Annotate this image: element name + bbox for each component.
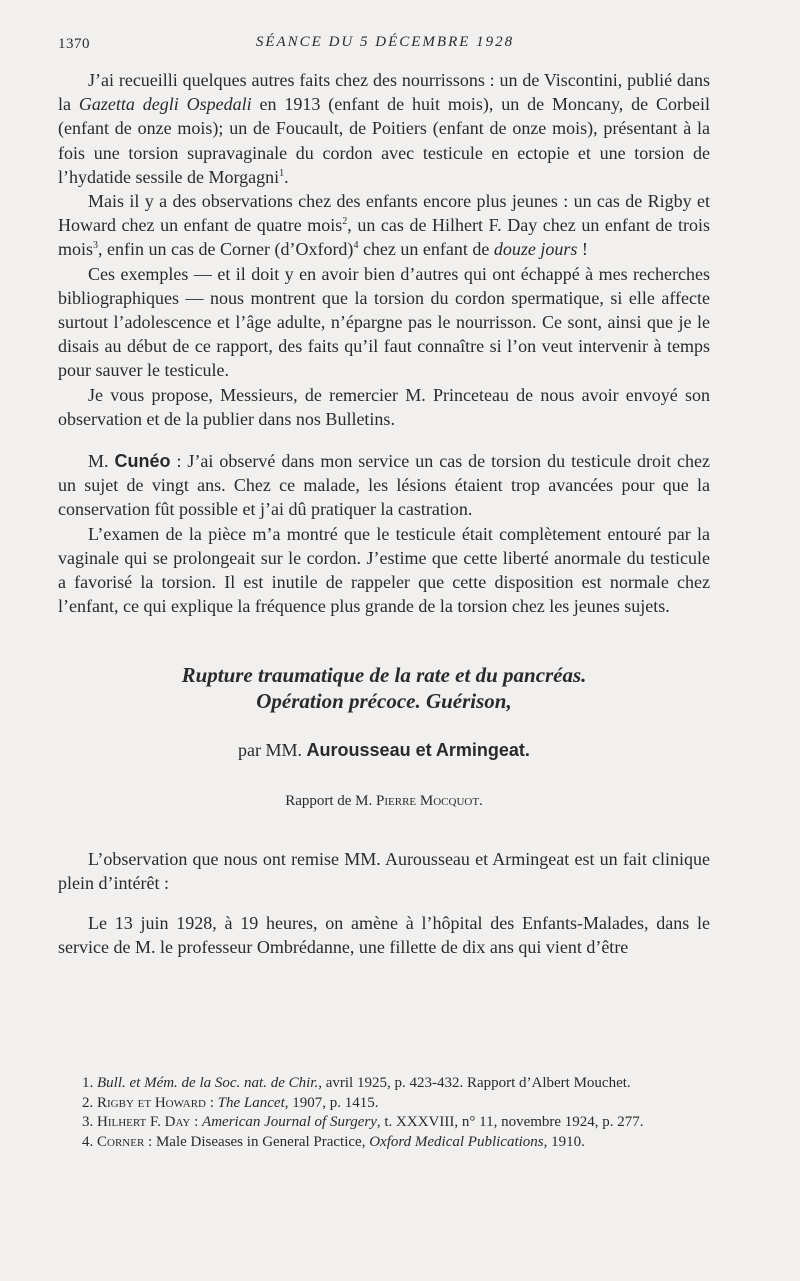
text-run: chez un enfant de (358, 239, 494, 260)
footnote-ref: 4 (353, 240, 359, 252)
footnote-ref: 3 (93, 240, 99, 252)
report-prefix: Rapport de M. (285, 792, 377, 809)
paragraph-younger-cases (58, 189, 710, 262)
text-run: ! (577, 239, 588, 260)
section-heading (58, 662, 710, 812)
paragraph-proposal: Je vous propose, Messieurs, de remercier M. Princeteau de nous avoir envoyé son observation et de la publier dans nos Bulletins. (58, 384, 710, 429)
paragraph-case-start: Le 13 juin 1928, à 19 heures, on amène à l’hôpital des Enfants-Malades, dans le service de M. le professeur Ombrédanne, une fillette de dix ans qui vient d’être (58, 913, 710, 958)
footnotes (58, 1074, 710, 1152)
reporter-name: Pierre Mocquot. (376, 792, 483, 809)
footnote-number: 3. (82, 1114, 97, 1130)
paragraph-cuneo (58, 449, 710, 522)
text-run: M. (88, 451, 115, 472)
authors: Aurousseau et Armingeat. (306, 740, 530, 761)
byline-prefix: par MM. (238, 740, 307, 761)
citation-author: Corner (97, 1133, 145, 1150)
section-title-line1: Rupture traumatique de la rate et du pancréas. (181, 663, 587, 688)
citation-title: Bull. et Mém. de la Soc. nat. de Chir. (97, 1075, 319, 1091)
footnote-number: 2. (82, 1094, 97, 1111)
text-run: , enfin un cas de Corner (d’Oxford) (98, 239, 354, 260)
journal-title: Gazetta degli Ospedali (78, 94, 252, 115)
speaker-name: Cunéo (114, 451, 171, 472)
paragraph-examen: L’examen de la pièce m’a montré que le testicule était complètement entouré par la vaginale qui se prolongeait sur le cordon. J’estime que cette liberté anormale du testicule a favorisé la torsion. Il est inutile de rappeler que cette disposition est normale chez l’enfant, ce qui explique la fréquence plus grande de la torsion chez les jeunes sujets. (58, 523, 710, 617)
text-run: J’ai recueilli quelques autres faits chez des nourrissons : un de Viscontini, publié dans la (58, 70, 710, 115)
paragraph-examples: Ces exemples — et il doit y en avoir bien d’autres qui ont échappé à mes recherches bibliographiques — nous montrent que la torsion du cordon spermatique, si elle affecte surtout l’adolescence et l’âge adulte, n’épargne pas le nourrisson. Ce sont, ainsi que je le disais au début de ce rapport, des faits qu’il faut connaître si l’on veut intervenir à temps pour sauver le testicule. (58, 263, 710, 381)
text-run: Mais il y a des observations chez des enfants encore plus jeunes : un cas de Rigby et Howard chez un enfant de quatre mois (58, 191, 710, 236)
page-number: 1370 (58, 36, 90, 52)
citation-title: The Lancet (217, 1094, 285, 1111)
text-run: en 1913 (enfant de huit mois), un de Moncany, de Corbeil (enfant de onze mois); un de Foucault, de Poitiers (enfant de onze mois), présentant à la fois une torsion supravaginale du cordon avec testicule en ectopie et une torsion de l’hydatide sessile de Morgagni (58, 94, 711, 187)
section-title-line2: Opération précoce. Guérison, (256, 689, 512, 714)
footnote-3 (58, 1113, 710, 1133)
text-run: . (284, 166, 289, 187)
footnote-ref: 1 (279, 167, 285, 179)
footnote-1 (58, 1074, 710, 1094)
running-title: SÉANCE DU 5 DÉCEMBRE 1928 (255, 34, 515, 50)
footnote-ref: 2 (342, 216, 348, 228)
citation-title: American Journal of Surgery (202, 1114, 377, 1130)
paragraph-observation: L’observation que nous ont remise MM. Aurousseau et Armingeat est un fait clinique plein d’intérêt : (58, 848, 710, 894)
citation-author: Hilhert F. Day (97, 1114, 191, 1130)
citation-author: Rigby et Howard (97, 1094, 206, 1111)
report-line (58, 789, 710, 813)
footnote-number: 4. (82, 1133, 97, 1150)
text-run: , t. XXXVIII, n° 11, novembre 1924, p. 277. (376, 1114, 644, 1130)
text-run: , un cas de Hilhert F. Day chez un enfant de trois mois (58, 215, 710, 260)
footnote-number: 1. (82, 1075, 97, 1091)
paragraph-infant-cases (58, 68, 710, 189)
footnote-4 (58, 1133, 710, 1153)
text-run: , avril 1925, p. 423-432. Rapport d’Albert Mouchet. (318, 1075, 631, 1091)
main-text (58, 68, 710, 960)
text-run: : Male Diseases in General Practice, (144, 1133, 370, 1150)
footnote-2 (58, 1094, 710, 1114)
text-run: , 1907, p. 1415. (284, 1094, 379, 1111)
text-run: : (190, 1114, 203, 1130)
running-header (58, 34, 712, 58)
text-run: , 1910. (543, 1133, 585, 1150)
text-run: : (206, 1094, 218, 1111)
text-run: : J’ai observé dans mon service un cas de torsion du testicule droit chez un sujet de vingt ans. Chez ce malade, les lésions étaient trop avancées pour que la conservation fût possible et j’ai dû pratiquer la castration. (58, 451, 710, 520)
emphasis: douze jours (493, 239, 578, 260)
citation-title: Oxford Medical Publications (369, 1133, 544, 1150)
byline (58, 738, 710, 762)
